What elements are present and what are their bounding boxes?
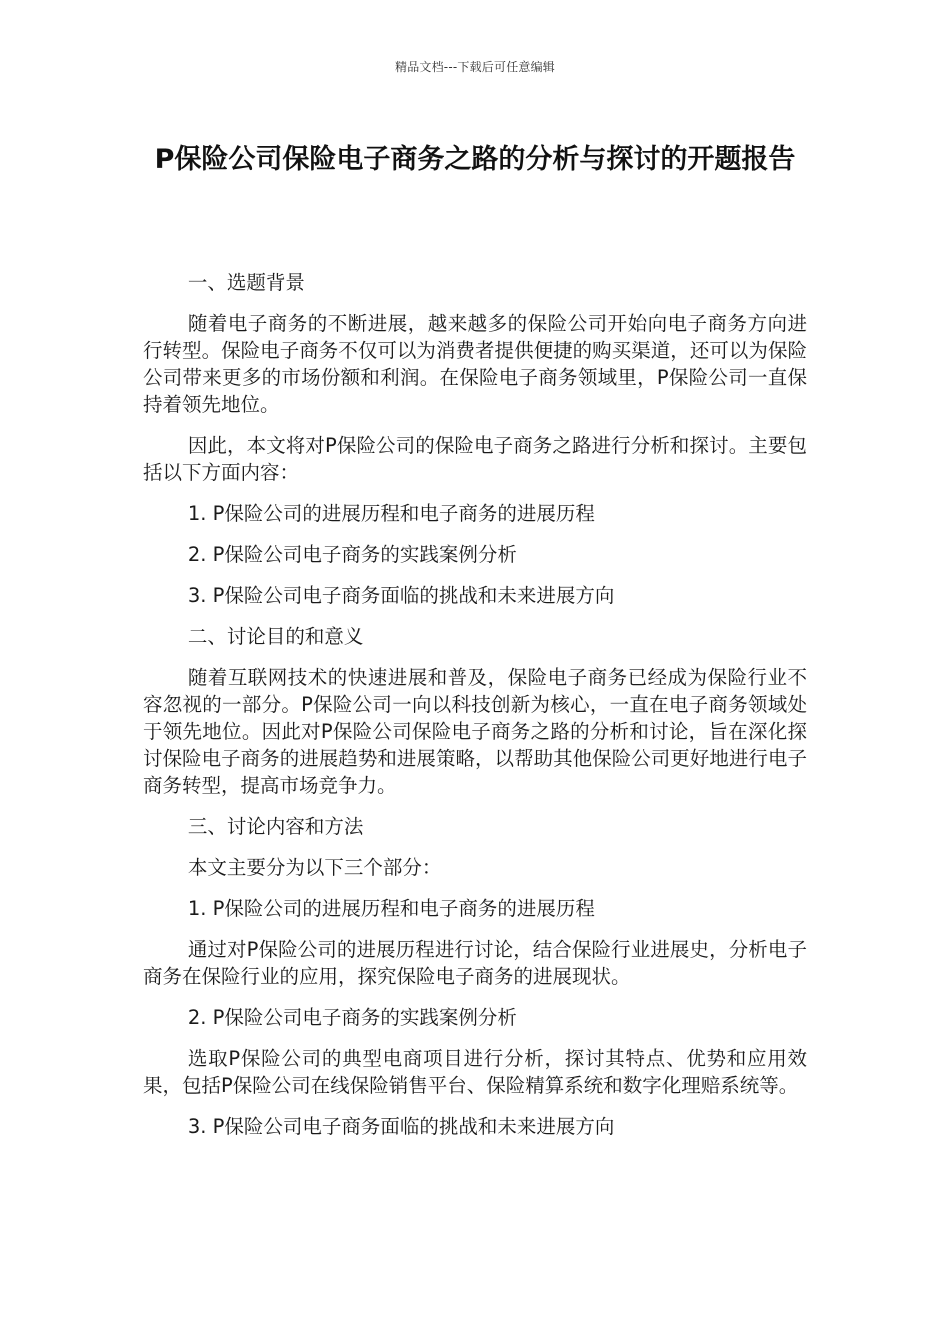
paragraph-purpose: 随着互联网技术的快速进展和普及，保险电子商务已经成为保险行业不容忽视的一部分。P保险公司一向以科技创新为核心，一直在电子商务领域处于领先地位。因此对P保险公司保险电子商务之路的分析和讨论，旨在深化探讨保险电子商务的进展趋势和进展策略，以帮助其他保险公司更好地进行电子商务转型，提高市场竞争力。: [143, 666, 807, 797]
content-item-1-body: 通过对P保险公司的进展历程进行讨论，结合保险行业进展史，分析电子商务在保险行业的应用，探究保险电子商务的进展现状。: [143, 938, 807, 988]
section-heading-purpose: 二、讨论目的和意义: [187, 625, 364, 648]
section-heading-content: 三、讨论内容和方法: [187, 815, 364, 838]
list-item-3: 3. P保险公司电子商务面临的挑战和未来进展方向: [187, 584, 615, 607]
content-item-2-body: 选取P保险公司的典型电商项目进行分析，探讨其特点、优势和应用效果，包括P保险公司在线保险销售平台、保险精算系统和数字化理赔系统等。: [143, 1047, 807, 1097]
paragraph-background-2: 因此，本文将对P保险公司的保险电子商务之路进行分析和探讨。主要包括以下方面内容：: [143, 434, 807, 484]
list-item-2: 2. P保险公司电子商务的实践案例分析: [187, 543, 517, 566]
content-item-2-title: 2. P保险公司电子商务的实践案例分析: [187, 1006, 517, 1029]
header-note: 精品文档---下载后可任意编辑: [395, 60, 555, 74]
document-body: [143, 269, 807, 1154]
document-title: P保险公司保险电子商务之路的分析与探讨的开题报告: [154, 144, 796, 175]
paragraph-content-intro: 本文主要分为以下三个部分：: [187, 856, 442, 879]
content-item-3-title: 3. P保险公司电子商务面临的挑战和未来进展方向: [187, 1115, 615, 1138]
content-item-1-title: 1. P保险公司的进展历程和电子商务的进展历程: [187, 897, 595, 920]
list-item-1: 1. P保险公司的进展历程和电子商务的进展历程: [187, 502, 595, 525]
section-heading-background: 一、选题背景: [187, 271, 305, 294]
paragraph-background-1: 随着电子商务的不断进展，越来越多的保险公司开始向电子商务方向进行转型。保险电子商务不仅可以为消费者提供便捷的购买渠道，还可以为保险公司带来更多的市场份额和利润。在保险电子商务领域里，P保险公司一直保持着领先地位。: [143, 312, 807, 416]
